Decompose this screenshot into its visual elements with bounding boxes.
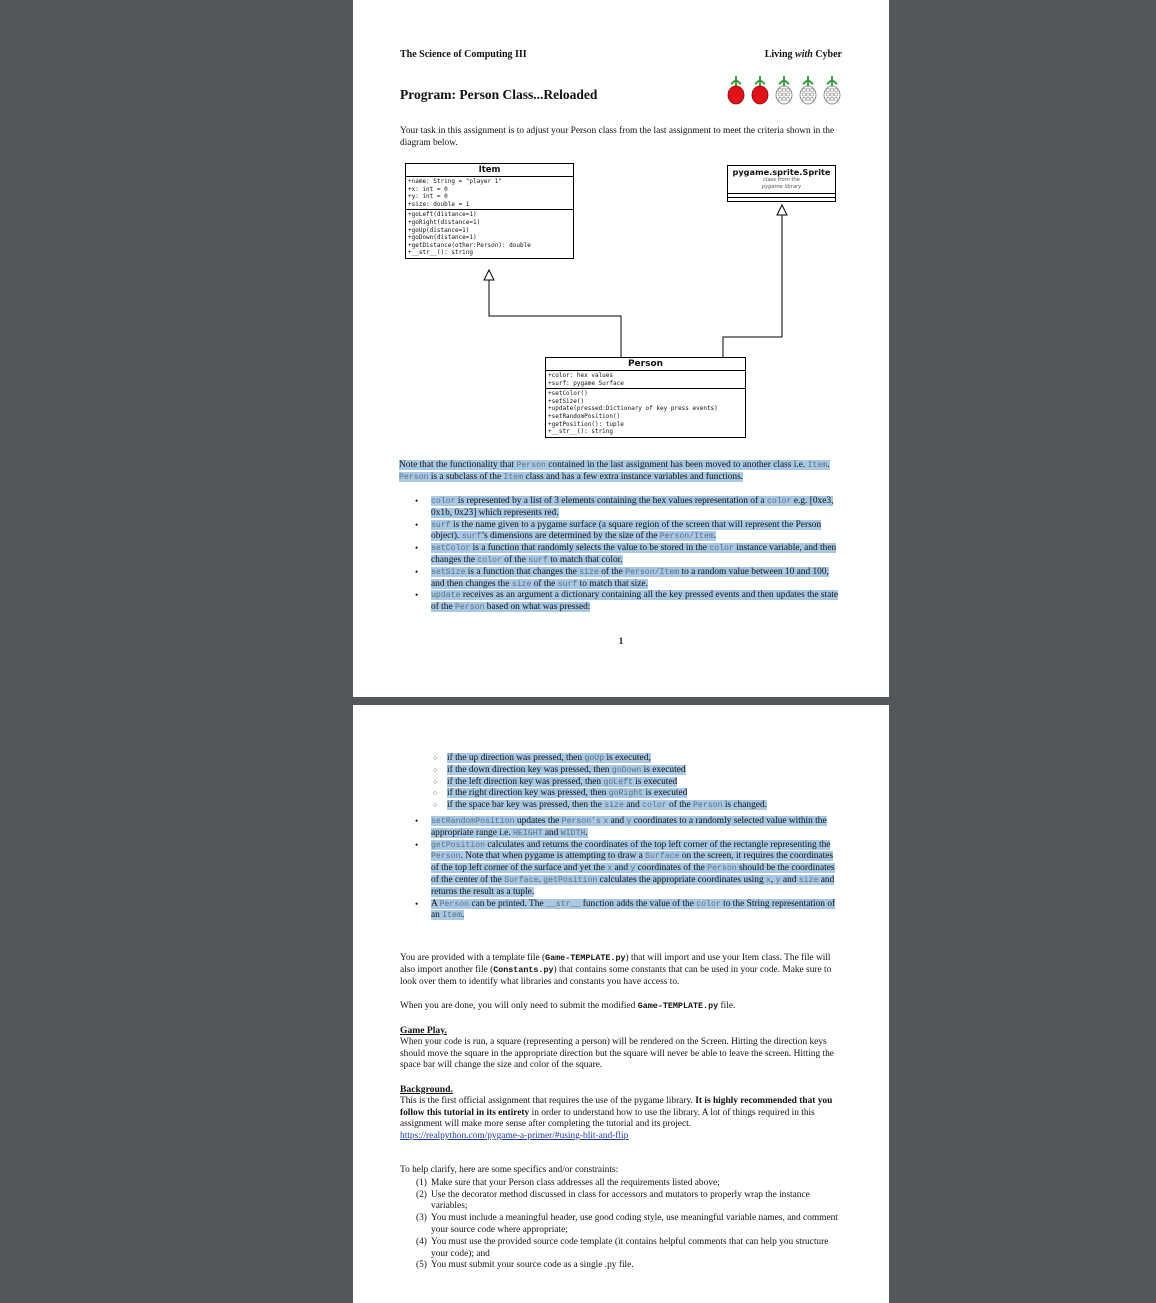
list-item: (5) You must submit your source code as a single .py file.	[416, 1260, 634, 1271]
template-paragraph: You are provided with a template file (Game-TEMPLATE.py) that will import and use your Item class. The file will also import another file (Constants.py) that contains some constants that can be used in your code. Make sure to look over them to identify what libraries and constants you have access to.	[400, 953, 832, 987]
update-subitems	[433, 753, 837, 812]
uml-sprite-name: pygame.sprite.Sprite	[732, 167, 831, 177]
uml-method: +getDistance(other:Person): double	[408, 241, 531, 249]
document-page-1	[353, 0, 889, 697]
list-item: • setColor is a function that randomly selects the value to be stored in the color instance variable, and then changes the color of the surf to match that color.	[415, 543, 837, 565]
uml-item-attributes	[406, 177, 573, 210]
list-item: ○ if the right direction key was pressed, then goRight is executed	[433, 788, 688, 799]
uml-sprite-note: class from the pygame library	[761, 177, 802, 190]
page-number: 1	[618, 636, 624, 646]
uml-method: +update(pressed:Dictionary of key press events)	[548, 405, 718, 413]
uml-method: +goDown(distance=1)	[408, 234, 477, 242]
uml-sprite-methods	[728, 197, 835, 201]
uml-method: +goRight(distance=1)	[408, 218, 481, 226]
uml-method: +getPosition(): tuple	[548, 420, 624, 428]
list-item: (3) You must include a meaningful header, use good coding style, use meaningful variable names, and comment your source code where appropriate;	[416, 1213, 838, 1235]
submit-paragraph: When you are done, you will only need to submit the modified Game-TEMPLATE.py file.	[400, 1001, 736, 1011]
list-item: • getPosition calculates and returns the coordinates of the top left corner of the rectangle representing the Person. Note that when pygame is attempting to draw a Surface on the screen, it requires the coordinates of the top left corner of the surface and yet the x and y coordinates of the Person should be the coordinates of the center of the Surface. getPosition calculates the appropriate coordinates using x, y and size and returns the result as a tuple.	[415, 839, 835, 897]
background-section	[400, 1084, 842, 1143]
uml-class-sprite	[727, 165, 836, 202]
list-item: (4) You must use the provided source code template (it contains helpful comments that can help you structure your code); and	[416, 1236, 829, 1259]
background-heading: Background.	[400, 1084, 453, 1095]
page-title: Program: Person Class...Reloaded	[400, 87, 598, 102]
constraints-intro: To help clarify, here are some specifics and/or constraints:	[400, 1165, 619, 1175]
gameplay-section	[400, 1025, 842, 1072]
uml-item-methods	[406, 210, 573, 258]
constraints-list	[400, 1178, 844, 1272]
gameplay-heading: Game Play.	[400, 1025, 447, 1036]
uml-method: +setSize()	[548, 397, 585, 405]
constraints-section	[400, 1165, 844, 1272]
gameplay-text: When your code is run, a square (representing a person) will be rendered on the Screen. Hitting the direction keys should move the square in the appropriate direction but the square will never be able to leave the screen. Hitting the space bar will change the size and color of the square.	[400, 1036, 834, 1071]
list-item: ○ if the down direction key was pressed, then goDown is executed	[433, 764, 686, 775]
list-item: • surf is the name given to a pygame surface (a square region of the screen that will represent the Person object). surf’s dimensions are determined by the size of the Person/Item.	[415, 519, 822, 542]
uml-item-name: Item	[406, 164, 573, 177]
uml-method: +__str__(): string	[408, 249, 474, 257]
uml-method: +setRandomPosition()	[548, 412, 621, 420]
list-item: • setSize is a function that changes the size of the Person/Item to a random value between 10 and 100, and then changes the size of the surf to match that size.	[415, 566, 829, 589]
requirements-list-continued	[415, 816, 843, 922]
uml-method: +goUp(distance=1)	[408, 226, 470, 234]
list-item: ○ if the space bar key was pressed, then the size and color of the Person is changed.	[433, 800, 768, 811]
uml-attribute: +surf: pygame Surface	[548, 379, 624, 387]
list-item: • setRandomPosition updates the Person’s x and y coordinates to a randomly selected value within the appropriate range i.e. HEIGHT and WIDTH.	[415, 816, 827, 838]
list-item: • A Person can be printed. The __str__ function adds the value of the color to the String representation of an Item.	[415, 898, 836, 921]
header-course: The Science of Computing III	[400, 49, 527, 60]
list-item: (2) Use the decorator method discussed in class for accessors and mutators to properly wrap the instance variables;	[416, 1189, 810, 1212]
list-item: ○ if the up direction was pressed, then goUp is executed,	[433, 753, 651, 763]
tutorial-link[interactable]: https://realpython.com/pygame-a-primer/#using-blit-and-flip	[400, 1131, 629, 1142]
uml-attribute: +x: int = 0	[408, 185, 448, 193]
uml-method: +goLeft(distance=1)	[408, 211, 477, 219]
uml-attribute: +color: hex values	[548, 372, 614, 379]
header-right: Living with Cyber	[764, 49, 842, 60]
list-item: • color is represented by a list of 3 elements containing the hex values representation of a color e.g. [0xe3, 0x1b, 0x23] which represents red.	[415, 496, 834, 518]
note-paragraph: Note that the functionality that Person contained in the last assignment has been moved to another class i.e. Item. Person is a subclass of the Item class and has a few extra instance variables and functions.	[399, 460, 830, 482]
uml-attribute: +size: double = 1	[408, 200, 470, 208]
requirements-list	[415, 496, 843, 614]
intro-paragraph: Your task in this assignment is to adjust your Person class from the last assignment to meet the criteria shown in the diagram below.	[400, 126, 835, 148]
background-text: This is the first official assignment that requires the use of the pygame library. It is highly recommended that you follow this tutorial in its entirety in order to understand how to use the library. A lot of things required in this assignment will make more sense after completing the tutorial and its project.	[400, 1095, 833, 1130]
uml-attribute: +y: int = 0	[408, 193, 448, 201]
document-page-2	[353, 705, 889, 1303]
uml-method: +setColor()	[548, 390, 588, 398]
uml-attribute: +name: String = "player 1"	[408, 178, 502, 185]
uml-class-item	[405, 163, 574, 259]
uml-class-person	[545, 357, 746, 438]
uml-person-name: Person	[546, 358, 745, 371]
list-item: ○ if the left direction key was pressed, then goLeft is executed	[433, 776, 678, 787]
uml-person-attributes	[546, 371, 745, 389]
list-item: (1) Make sure that your Person class addresses all the requirements listed above;	[416, 1177, 720, 1188]
list-item: • update receives as an argument a dictionary containing all the key pressed events and then updates the state of the Person based on what was pressed:	[415, 590, 839, 613]
uml-person-methods	[546, 389, 745, 437]
uml-method: +__str__(): string	[548, 428, 614, 436]
